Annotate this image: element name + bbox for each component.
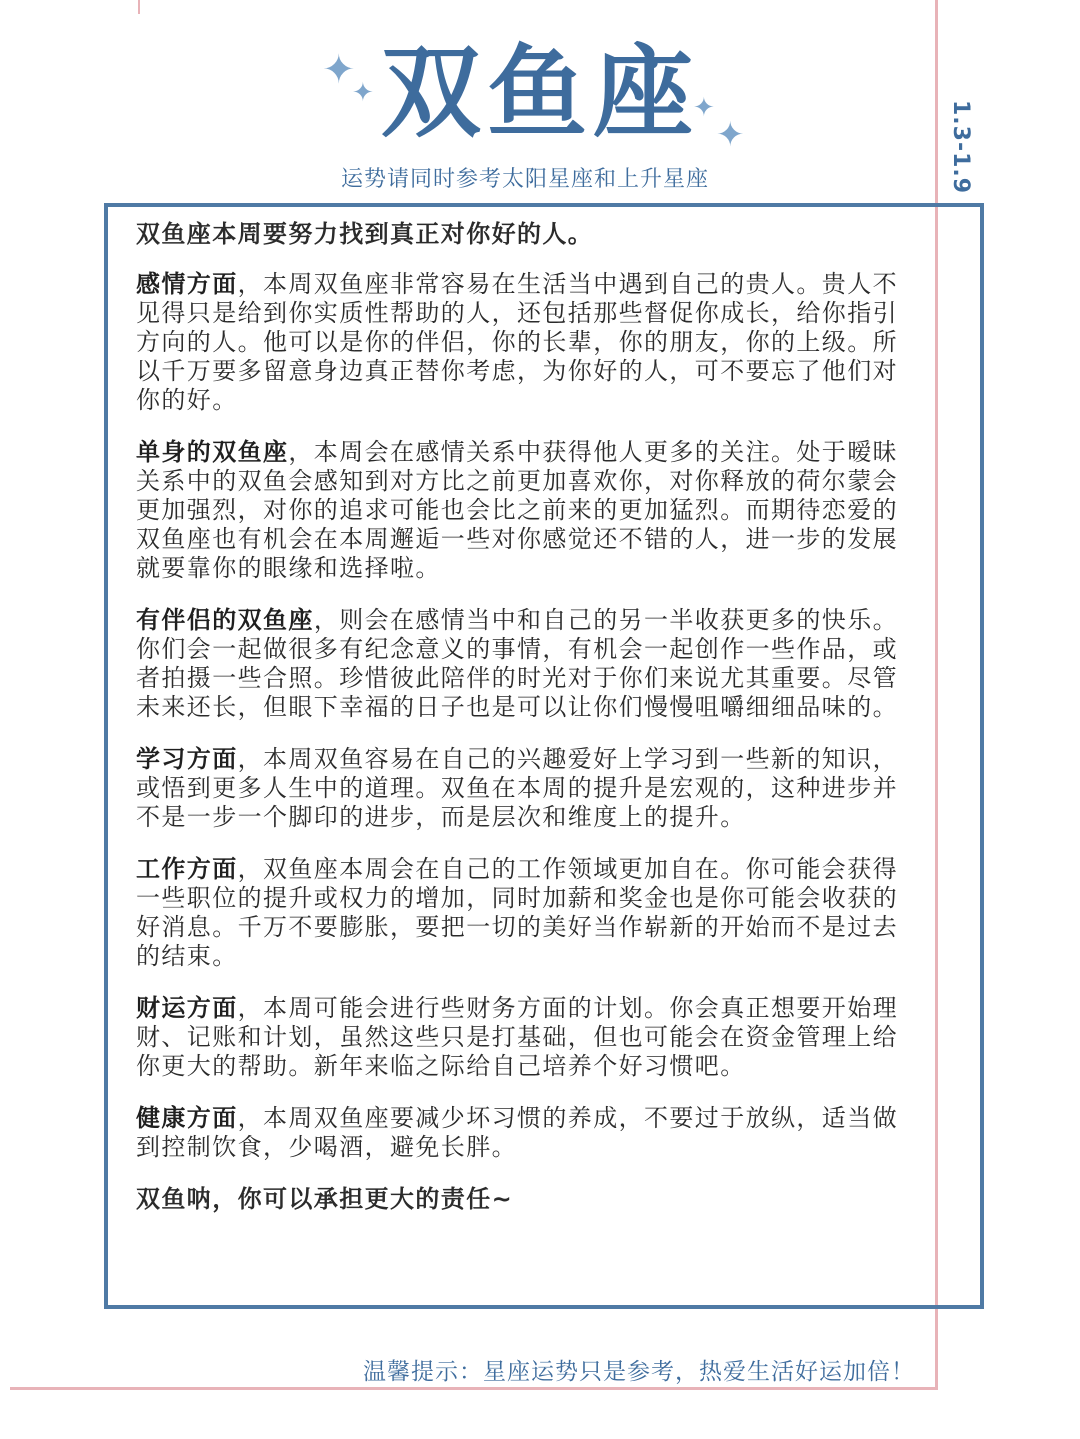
section-text: ，则会在感情当中和自己的另一半收获更多的快乐。你们会一起做很多有纪念意义的事情，有机会一起创作一些作品，或者拍摄一些合照。珍惜彼此陪伴的时光对于你们来说尤其重要。尽管未来还长，但眼下幸福的日子也是可以让你们慢慢咀嚼细细品味的。 [136,606,899,721]
sparkle-icon: ✦ [693,93,715,123]
section-work [136,855,921,971]
section-label: 财运方面 [136,994,238,1022]
section-label: 工作方面 [136,855,238,883]
sparkle-icon: ✦ [322,47,356,93]
page-title: 双鱼座 [381,34,699,151]
date-range: 1.3-1.9 [948,100,973,195]
section-wealth [136,994,921,1081]
article-body [136,220,921,1237]
section-partnered [136,606,921,722]
section-label: 感情方面 [136,270,238,298]
section-love [136,270,921,415]
closing-line: 双鱼呐，你可以承担更大的责任~ [136,1185,514,1213]
section-label: 有伴侣的双鱼座 [136,606,314,634]
section-study [136,745,921,832]
section-health [136,1104,921,1162]
sparkle-icon: ✦ [352,78,374,108]
pink-horizontal-line [10,1387,938,1390]
section-text: ，本周可能会进行些财务方面的计划。你会真正想要开始理财、记账和计划，虽然这些只是打基础，但也可能会在资金管理上给你更大的帮助。新年来临之际给自己培养个好习惯吧。 [136,994,899,1080]
section-text: ，本周会在感情关系中获得他人更多的关注。处于暧昧关系中的双鱼会感知到对方比之前更加喜欢你，对你释放的荷尔蒙会更加强烈，对你的追求可能也会比之前来的更加猛烈。而期待恋爱的双鱼座也有机会在本周邂逅一些对你感觉还不错的人，进一步的发展就要靠你的眼缘和选择啦。 [136,438,899,582]
section-text: ，本周双鱼座要减少坏习惯的养成，不要过于放纵，适当做到控制饮食，少喝酒，避免长胖。 [136,1104,899,1161]
section-text: ，本周双鱼座非常容易在生活当中遇到自己的贵人。贵人不见得只是给到你实质性帮助的人，还包括那些督促你成长，给你指引方向的人。他可以是你的伴侣，你的长辈，你的朋友，你的上级。所以千万要多留意身边真正替你考虑，为你好的人，可不要忘了他们对你的好。 [136,270,899,414]
section-label: 健康方面 [136,1104,238,1132]
section-text: ，本周双鱼容易在自己的兴趣爱好上学习到一些新的知识，或悟到更多人生中的道理。双鱼在本周的提升是宏观的，这种进步并不是一步一个脚印的进步，而是层次和维度上的提升。 [136,745,899,831]
headline: 双鱼座本周要努力找到真正对你好的人。 [136,220,594,248]
section-text: ，双鱼座本周会在自己的工作领域更加自在。你可能会获得一些职位的提升或权力的增加，同时加薪和奖金也是你可能会收获的好消息。千万不要膨胀，要把一切的美好当作崭新的开始而不是过去的结束。 [136,855,899,970]
subtitle: 运势请同时参考太阳星座和上升星座 [340,167,709,192]
sparkle-icon: ✦ [716,115,745,155]
section-label: 学习方面 [136,745,238,773]
pink-top-tick [138,0,140,14]
footer-tip: 温馨提示：星座运势只是参考，热爱生活好运加倍！ [363,1359,915,1385]
section-single [136,438,921,583]
section-label: 单身的双鱼座 [136,438,289,466]
